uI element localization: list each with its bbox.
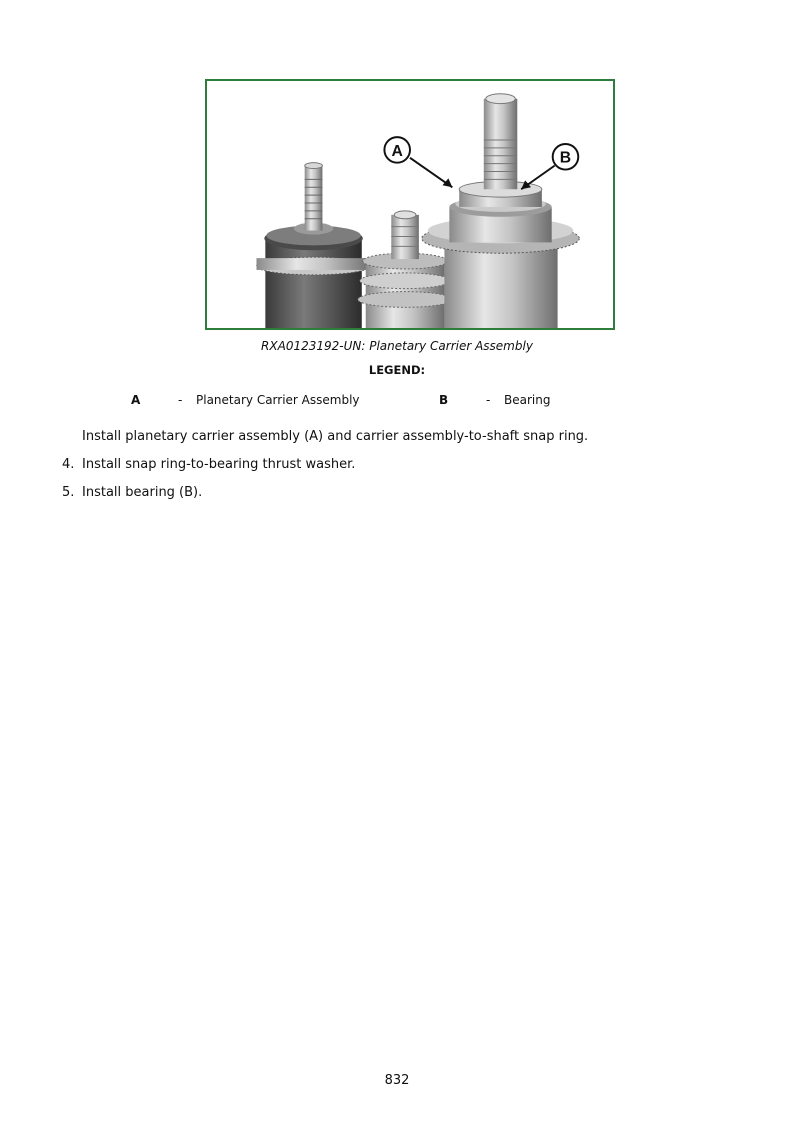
figure-caption: RXA0123192-UN: Planetary Carrier Assembly [261, 339, 533, 353]
callout-a-label: A [391, 142, 403, 160]
legend-key-a: A [131, 393, 141, 407]
step-text: Install snap ring-to-bearing thrust washer. [82, 457, 356, 472]
legend-label-b: Bearing [504, 393, 551, 407]
legend-key-b: B [439, 393, 449, 407]
step-item [62, 429, 588, 444]
legend-title: LEGEND: [368, 363, 426, 377]
planetary-carrier-illustration [207, 81, 613, 328]
step-number: 5. [62, 485, 75, 500]
callout-b-label: B [559, 149, 572, 167]
page-number: 832 [384, 1073, 410, 1088]
legend-dash-b: - [486, 393, 491, 407]
legend-dash-a: - [178, 393, 183, 407]
step-item [62, 485, 202, 500]
step-number: 4. [62, 457, 75, 472]
step-text: Install planetary carrier assembly (A) and carrier assembly-to-shaft snap ring. [82, 429, 589, 444]
legend-label-a: Planetary Carrier Assembly [196, 393, 360, 407]
step-text: Install bearing (B). [82, 485, 203, 500]
figure-frame [205, 79, 615, 330]
step-item [62, 457, 355, 472]
